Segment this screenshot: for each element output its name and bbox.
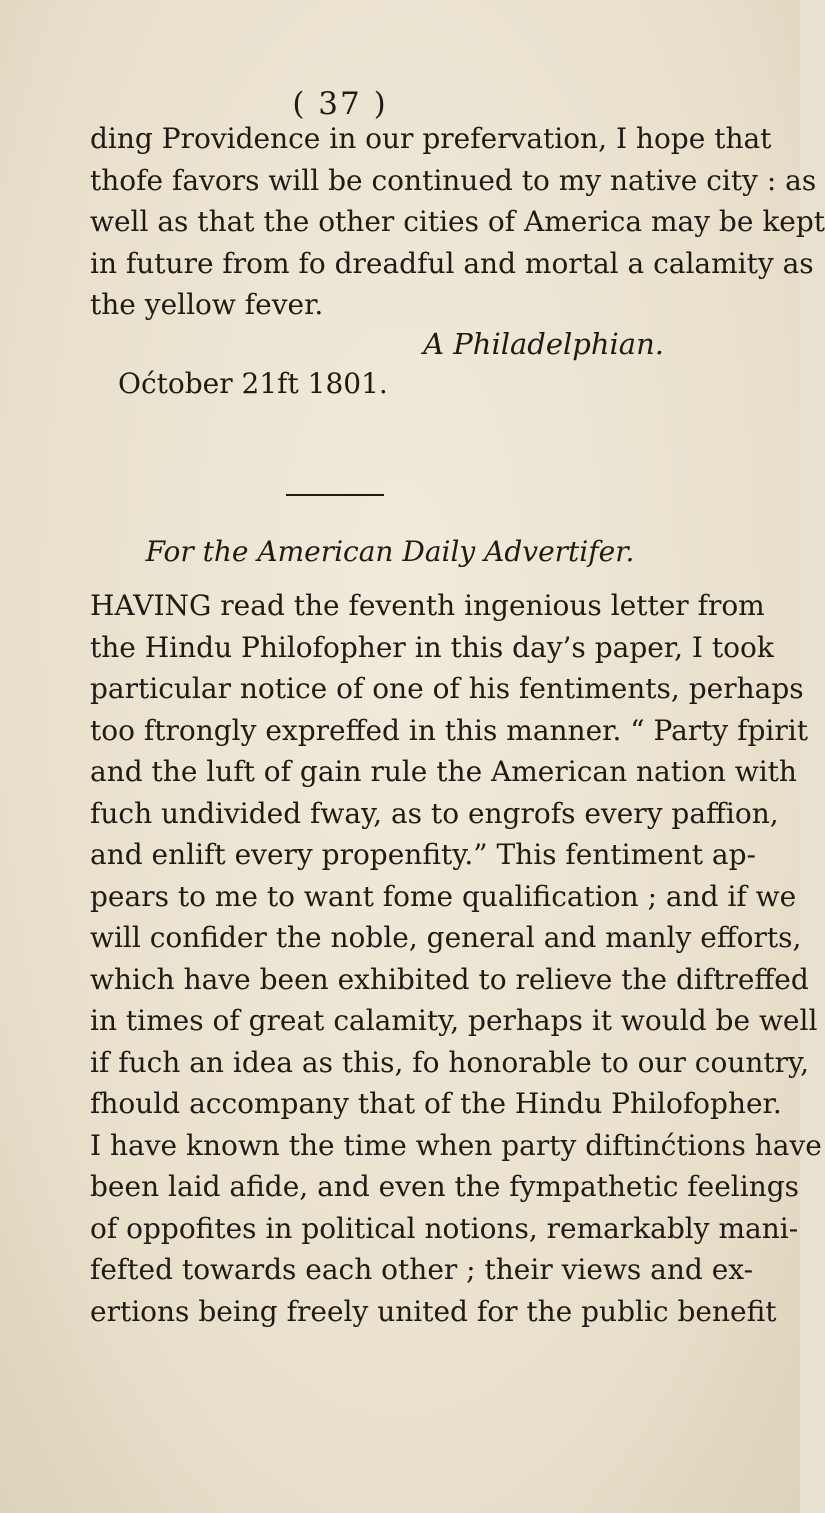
text-line: fuch undivided fway, as to engrofs every paffion, [90, 796, 779, 830]
text-line: in future from fo dreadful and mortal a calamity as [90, 246, 814, 280]
intro-paragraph [90, 118, 825, 326]
text-line: particular notice of one of his fentiments, perhaps [90, 672, 804, 705]
section-heading: For the American Daily Advertifer. [145, 535, 635, 568]
section-divider [286, 494, 384, 496]
text-line: which have been exhibited to relieve the diftreffed [90, 962, 809, 996]
page-number: ( 37 ) [292, 86, 388, 122]
text-line: ertions being freely united for the public benefit [90, 1294, 777, 1328]
text-line: too ftrongly expreffed in this manner. “ Party fpirit [90, 713, 808, 747]
text-line: fhould accompany that of the Hindu Philofopher. [90, 1087, 782, 1120]
text-line: the Hindu Philofopher in this day’s paper, I took [90, 630, 774, 664]
dateline: Oćtober 21ft 1801. [118, 367, 388, 400]
text-line: of oppofites in political notions, remarkably mani- [90, 1211, 799, 1245]
text-line: pears to me to want fome qualification ; and if we [90, 879, 797, 913]
text-line: been laid afide, and even the fympathetic feelings [90, 1170, 800, 1203]
text-line: well as that the other cities of America may be kept [90, 205, 825, 238]
text-line: if fuch an idea as this, fo honorable to our country, [90, 1045, 810, 1079]
text-line: thofe favors will be continued to my native city : as [90, 163, 817, 197]
text-line: will confider the noble, general and manly efforts, [90, 921, 802, 954]
text-line: fefted towards each other ; their views and ex- [90, 1253, 754, 1286]
signature: A Philadelphian. [423, 327, 664, 361]
text-line: and the luft of gain rule the American nation with [90, 755, 797, 788]
text-line: in times of great calamity, perhaps it would be well [90, 1004, 818, 1037]
text-line: ding Providence in our prefervation, I hope that [90, 122, 772, 155]
text-line: HAVING read the feventh ingenious letter from [90, 589, 765, 622]
text-line: the yellow fever. [90, 288, 324, 321]
body-paragraph [90, 585, 822, 1332]
text-line: and enlift every propenfity.” This fentiment ap- [90, 838, 756, 871]
text-line: I have known the time when party diftinćtions have [90, 1128, 822, 1162]
